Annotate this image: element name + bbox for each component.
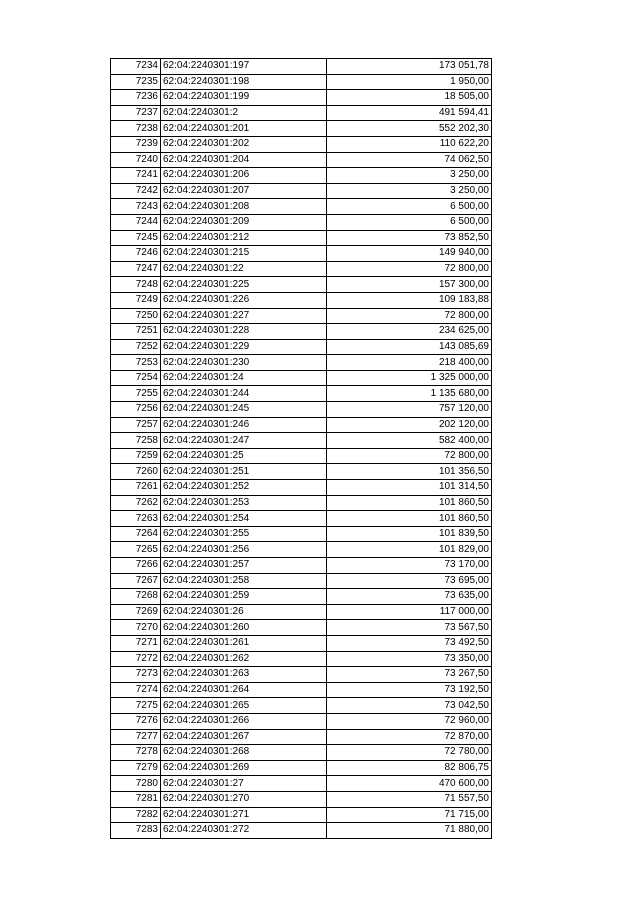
cadastral-value-cell: 72 780,00 xyxy=(327,745,492,761)
cadastral-number-cell: 62:04:2240301:261 xyxy=(161,635,327,651)
row-number-cell: 7256 xyxy=(111,402,161,418)
cadastral-value-cell: 101 839,50 xyxy=(327,526,492,542)
cadastral-value-cell: 73 267,50 xyxy=(327,667,492,683)
cadastral-value-cell: 101 829,00 xyxy=(327,542,492,558)
cadastral-number-cell: 62:04:2240301:252 xyxy=(161,480,327,496)
table-row xyxy=(111,292,492,308)
cadastral-number-cell: 62:04:2240301:269 xyxy=(161,760,327,776)
row-number-cell: 7258 xyxy=(111,433,161,449)
cadastral-number-cell: 62:04:2240301:206 xyxy=(161,168,327,184)
table-row xyxy=(111,651,492,667)
table-row xyxy=(111,698,492,714)
cadastral-number-cell: 62:04:2240301:26 xyxy=(161,604,327,620)
cadastral-value-cell: 73 170,00 xyxy=(327,558,492,574)
cadastral-value-cell: 1 950,00 xyxy=(327,74,492,90)
cadastral-number-cell: 62:04:2240301:228 xyxy=(161,324,327,340)
cadastral-value-cell: 234 625,00 xyxy=(327,324,492,340)
cadastral-number-cell: 62:04:2240301:266 xyxy=(161,713,327,729)
cadastral-number-cell: 62:04:2240301:260 xyxy=(161,620,327,636)
cadastral-value-cell: 72 800,00 xyxy=(327,308,492,324)
cadastral-number-cell: 62:04:2240301:197 xyxy=(161,59,327,75)
cadastral-value-cell: 71 557,50 xyxy=(327,791,492,807)
table-row xyxy=(111,542,492,558)
row-number-cell: 7235 xyxy=(111,74,161,90)
cadastral-value-cell: 73 695,00 xyxy=(327,573,492,589)
row-number-cell: 7240 xyxy=(111,152,161,168)
table-row xyxy=(111,183,492,199)
cadastral-number-cell: 62:04:2240301:198 xyxy=(161,74,327,90)
cadastral-value-cell: 71 715,00 xyxy=(327,807,492,823)
row-number-cell: 7277 xyxy=(111,729,161,745)
row-number-cell: 7236 xyxy=(111,90,161,106)
cadastral-value-cell: 470 600,00 xyxy=(327,776,492,792)
table-row xyxy=(111,121,492,137)
row-number-cell: 7263 xyxy=(111,511,161,527)
table-row xyxy=(111,168,492,184)
row-number-cell: 7275 xyxy=(111,698,161,714)
cadastral-value-cell: 73 567,50 xyxy=(327,620,492,636)
cadastral-value-cell: 6 500,00 xyxy=(327,199,492,215)
table-row xyxy=(111,448,492,464)
row-number-cell: 7278 xyxy=(111,745,161,761)
cadastral-value-cell: 117 000,00 xyxy=(327,604,492,620)
cadastral-value-cell: 3 250,00 xyxy=(327,168,492,184)
cadastral-number-cell: 62:04:2240301:230 xyxy=(161,355,327,371)
row-number-cell: 7261 xyxy=(111,480,161,496)
cadastral-number-cell: 62:04:2240301:2 xyxy=(161,105,327,121)
table-row xyxy=(111,480,492,496)
cadastral-number-cell: 62:04:2240301:258 xyxy=(161,573,327,589)
cadastral-number-cell: 62:04:2240301:254 xyxy=(161,511,327,527)
row-number-cell: 7262 xyxy=(111,495,161,511)
table-row xyxy=(111,230,492,246)
cadastral-number-cell: 62:04:2240301:226 xyxy=(161,292,327,308)
row-number-cell: 7265 xyxy=(111,542,161,558)
cadastral-number-cell: 62:04:2240301:264 xyxy=(161,682,327,698)
cadastral-value-cell: 110 622,20 xyxy=(327,136,492,152)
row-number-cell: 7279 xyxy=(111,760,161,776)
row-number-cell: 7259 xyxy=(111,448,161,464)
table-row xyxy=(111,90,492,106)
table-row xyxy=(111,308,492,324)
table-row xyxy=(111,246,492,262)
row-number-cell: 7253 xyxy=(111,355,161,371)
cadastral-value-cell: 157 300,00 xyxy=(327,277,492,293)
table-row xyxy=(111,760,492,776)
cadastral-number-cell: 62:04:2240301:245 xyxy=(161,402,327,418)
cadastral-value-cell: 757 120,00 xyxy=(327,402,492,418)
cadastral-number-cell: 62:04:2240301:212 xyxy=(161,230,327,246)
table-row xyxy=(111,745,492,761)
row-number-cell: 7234 xyxy=(111,59,161,75)
table-row xyxy=(111,620,492,636)
table-row xyxy=(111,136,492,152)
row-number-cell: 7282 xyxy=(111,807,161,823)
row-number-cell: 7267 xyxy=(111,573,161,589)
cadastral-value-cell: 491 594,41 xyxy=(327,105,492,121)
cadastral-value-cell: 109 183,88 xyxy=(327,292,492,308)
cadastral-value-cell: 72 800,00 xyxy=(327,261,492,277)
row-number-cell: 7268 xyxy=(111,589,161,605)
table-row xyxy=(111,214,492,230)
table-row xyxy=(111,713,492,729)
row-number-cell: 7247 xyxy=(111,261,161,277)
table-body xyxy=(111,59,492,839)
table-row xyxy=(111,667,492,683)
row-number-cell: 7264 xyxy=(111,526,161,542)
table-row xyxy=(111,495,492,511)
table-row xyxy=(111,464,492,480)
row-number-cell: 7244 xyxy=(111,214,161,230)
cadastral-value-cell: 73 852,50 xyxy=(327,230,492,246)
row-number-cell: 7243 xyxy=(111,199,161,215)
cadastral-number-cell: 62:04:2240301:263 xyxy=(161,667,327,683)
cadastral-value-cell: 101 860,50 xyxy=(327,495,492,511)
cadastral-value-cell: 74 062,50 xyxy=(327,152,492,168)
cadastral-value-cell: 73 350,00 xyxy=(327,651,492,667)
cadastral-number-cell: 62:04:2240301:267 xyxy=(161,729,327,745)
table-row xyxy=(111,277,492,293)
cadastral-number-cell: 62:04:2240301:259 xyxy=(161,589,327,605)
cadastral-number-cell: 62:04:2240301:199 xyxy=(161,90,327,106)
table-row xyxy=(111,807,492,823)
row-number-cell: 7254 xyxy=(111,370,161,386)
row-number-cell: 7249 xyxy=(111,292,161,308)
row-number-cell: 7242 xyxy=(111,183,161,199)
cadastral-value-cell: 202 120,00 xyxy=(327,417,492,433)
cadastral-number-cell: 62:04:2240301:201 xyxy=(161,121,327,137)
row-number-cell: 7283 xyxy=(111,823,161,839)
table-row xyxy=(111,417,492,433)
cadastral-value-cell: 1 325 000,00 xyxy=(327,370,492,386)
cadastral-number-cell: 62:04:2240301:257 xyxy=(161,558,327,574)
table-row xyxy=(111,589,492,605)
cadastral-value-cell: 82 806,75 xyxy=(327,760,492,776)
table-row xyxy=(111,324,492,340)
table-row xyxy=(111,558,492,574)
row-number-cell: 7266 xyxy=(111,558,161,574)
cadastral-value-cell: 101 356,50 xyxy=(327,464,492,480)
row-number-cell: 7273 xyxy=(111,667,161,683)
cadastral-value-cell: 101 314,50 xyxy=(327,480,492,496)
cadastral-number-cell: 62:04:2240301:227 xyxy=(161,308,327,324)
table-row xyxy=(111,823,492,839)
table-row xyxy=(111,635,492,651)
cadastral-number-cell: 62:04:2240301:208 xyxy=(161,199,327,215)
cadastral-value-cell: 71 880,00 xyxy=(327,823,492,839)
cadastral-number-cell: 62:04:2240301:24 xyxy=(161,370,327,386)
row-number-cell: 7269 xyxy=(111,604,161,620)
cadastral-number-cell: 62:04:2240301:225 xyxy=(161,277,327,293)
cadastral-value-cell: 101 860,50 xyxy=(327,511,492,527)
table-row xyxy=(111,339,492,355)
cadastral-value-cell: 73 042,50 xyxy=(327,698,492,714)
cadastral-value-cell: 73 635,00 xyxy=(327,589,492,605)
row-number-cell: 7270 xyxy=(111,620,161,636)
row-number-cell: 7241 xyxy=(111,168,161,184)
table-row xyxy=(111,682,492,698)
cadastral-number-cell: 62:04:2240301:27 xyxy=(161,776,327,792)
cadastral-number-cell: 62:04:2240301:22 xyxy=(161,261,327,277)
cadastral-number-cell: 62:04:2240301:244 xyxy=(161,386,327,402)
cadastral-value-cell: 173 051,78 xyxy=(327,59,492,75)
table-row xyxy=(111,433,492,449)
table-row xyxy=(111,355,492,371)
cadastral-number-cell: 62:04:2240301:271 xyxy=(161,807,327,823)
cadastral-value-cell: 149 940,00 xyxy=(327,246,492,262)
cadastral-number-cell: 62:04:2240301:251 xyxy=(161,464,327,480)
table-row xyxy=(111,386,492,402)
table-row xyxy=(111,729,492,745)
row-number-cell: 7255 xyxy=(111,386,161,402)
row-number-cell: 7271 xyxy=(111,635,161,651)
cadastral-number-cell: 62:04:2240301:247 xyxy=(161,433,327,449)
cadastral-number-cell: 62:04:2240301:255 xyxy=(161,526,327,542)
cadastral-value-cell: 73 492,50 xyxy=(327,635,492,651)
table-row xyxy=(111,604,492,620)
cadastral-value-cell: 18 505,00 xyxy=(327,90,492,106)
table-row xyxy=(111,402,492,418)
cadastral-number-cell: 62:04:2240301:253 xyxy=(161,495,327,511)
row-number-cell: 7276 xyxy=(111,713,161,729)
cadastral-number-cell: 62:04:2240301:270 xyxy=(161,791,327,807)
cadastral-value-cell: 72 870,00 xyxy=(327,729,492,745)
row-number-cell: 7280 xyxy=(111,776,161,792)
table-row xyxy=(111,199,492,215)
cadastral-number-cell: 62:04:2240301:204 xyxy=(161,152,327,168)
row-number-cell: 7239 xyxy=(111,136,161,152)
cadastral-number-cell: 62:04:2240301:207 xyxy=(161,183,327,199)
row-number-cell: 7238 xyxy=(111,121,161,137)
table-row xyxy=(111,59,492,75)
cadastral-number-cell: 62:04:2240301:229 xyxy=(161,339,327,355)
row-number-cell: 7252 xyxy=(111,339,161,355)
table-row xyxy=(111,573,492,589)
cadastral-value-cell: 1 135 680,00 xyxy=(327,386,492,402)
cadastral-value-cell: 72 800,00 xyxy=(327,448,492,464)
table-row xyxy=(111,105,492,121)
cadastral-number-cell: 62:04:2240301:272 xyxy=(161,823,327,839)
row-number-cell: 7281 xyxy=(111,791,161,807)
cadastral-value-cell: 552 202,30 xyxy=(327,121,492,137)
cadastral-value-cell: 143 085,69 xyxy=(327,339,492,355)
table-row xyxy=(111,526,492,542)
cadastral-number-cell: 62:04:2240301:202 xyxy=(161,136,327,152)
table-row xyxy=(111,261,492,277)
cadastral-number-cell: 62:04:2240301:268 xyxy=(161,745,327,761)
cadastral-value-cell: 582 400,00 xyxy=(327,433,492,449)
row-number-cell: 7251 xyxy=(111,324,161,340)
row-number-cell: 7246 xyxy=(111,246,161,262)
row-number-cell: 7260 xyxy=(111,464,161,480)
cadastral-value-cell: 3 250,00 xyxy=(327,183,492,199)
cadastral-number-cell: 62:04:2240301:265 xyxy=(161,698,327,714)
cadastral-value-cell: 218 400,00 xyxy=(327,355,492,371)
cadastral-value-cell: 73 192,50 xyxy=(327,682,492,698)
row-number-cell: 7250 xyxy=(111,308,161,324)
cadastral-value-cell: 6 500,00 xyxy=(327,214,492,230)
table-row xyxy=(111,791,492,807)
row-number-cell: 7274 xyxy=(111,682,161,698)
cadastral-number-cell: 62:04:2240301:246 xyxy=(161,417,327,433)
table-row xyxy=(111,511,492,527)
row-number-cell: 7237 xyxy=(111,105,161,121)
cadastral-number-cell: 62:04:2240301:215 xyxy=(161,246,327,262)
cadastral-number-cell: 62:04:2240301:209 xyxy=(161,214,327,230)
cadastral-number-cell: 62:04:2240301:25 xyxy=(161,448,327,464)
table-row xyxy=(111,776,492,792)
cadastral-number-cell: 62:04:2240301:256 xyxy=(161,542,327,558)
cadastral-number-cell: 62:04:2240301:262 xyxy=(161,651,327,667)
table-row xyxy=(111,152,492,168)
row-number-cell: 7272 xyxy=(111,651,161,667)
row-number-cell: 7257 xyxy=(111,417,161,433)
cadastral-value-cell: 72 960,00 xyxy=(327,713,492,729)
table-row xyxy=(111,74,492,90)
row-number-cell: 7248 xyxy=(111,277,161,293)
cadastral-value-table xyxy=(110,58,492,839)
row-number-cell: 7245 xyxy=(111,230,161,246)
table-row xyxy=(111,370,492,386)
